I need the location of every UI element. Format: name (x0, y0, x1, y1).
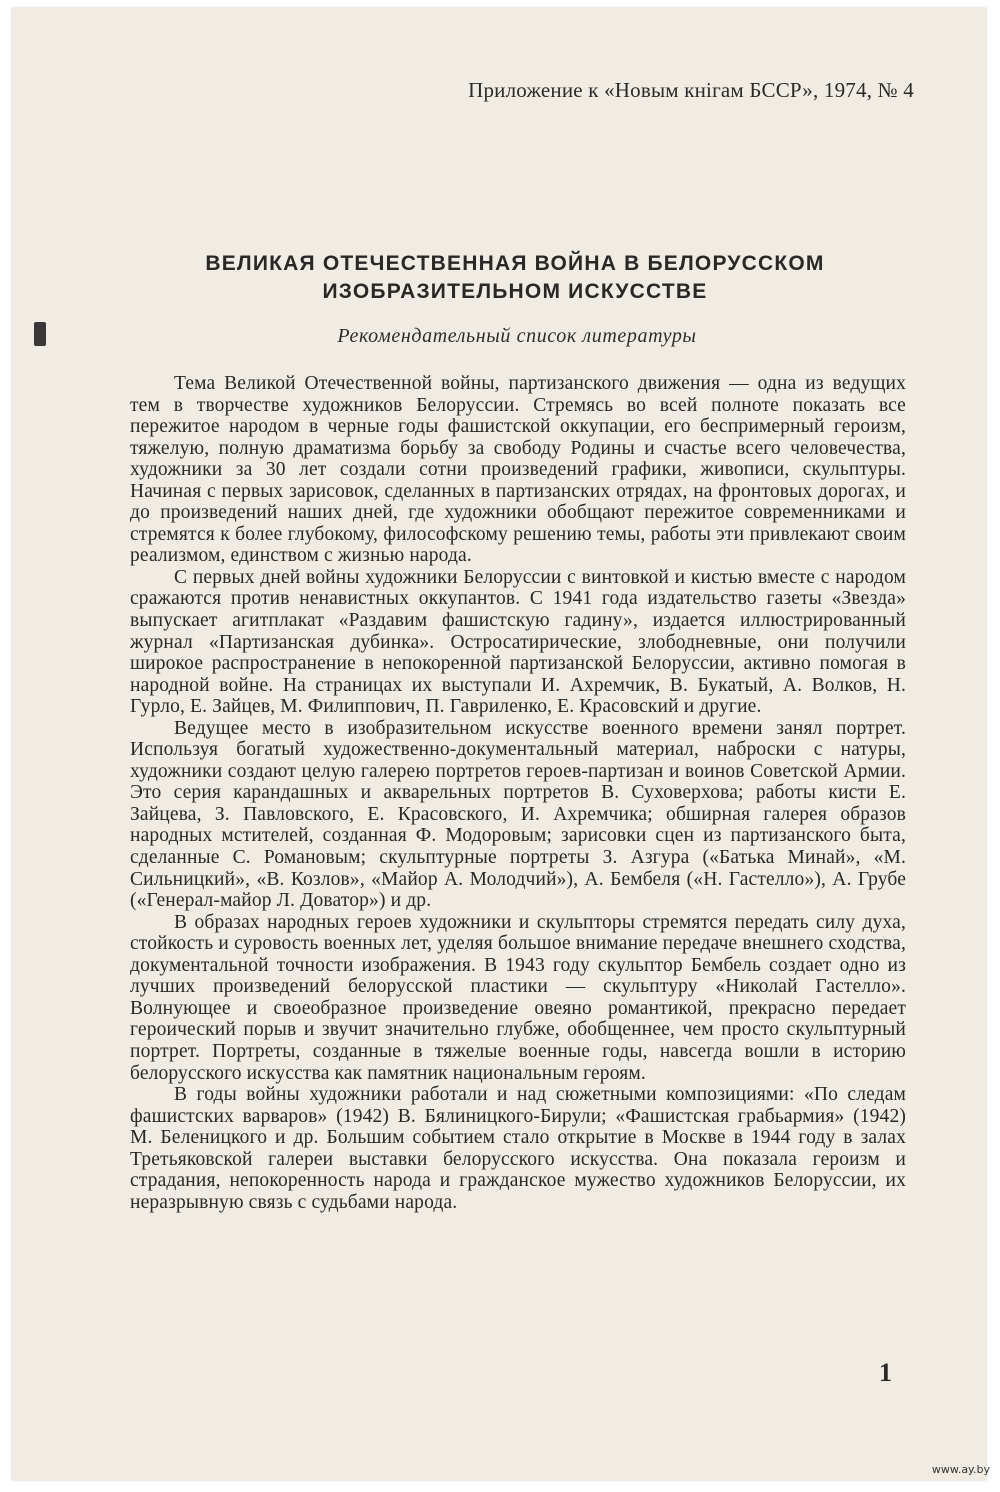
title-line-2: ИЗОБРАЗИТЕЛЬНОМ ИСКУССТВЕ (322, 280, 708, 303)
publication-header: Приложение к «Новым кнігам БССР», 1974, № 4 (468, 78, 914, 102)
document-subtitle: Рекомендательный список литературы (337, 325, 697, 347)
paragraph: В годы войны художники работали и над сюжетными композициями: «По следам фашистских варваров» (1942) В. Бялиницкого-Бирули; «Фашистская грабьармия» (1942) М. Беленицкого и др. Большим событием стало открытие в Москве в 1944 году в залах Третьяковской галереи выставки белорусского искусства. Она показала героизм и страдания, непокоренность народа и гражданское мужество художников Белоруссии, их неразрывную связь с судьбами народа. (130, 1084, 906, 1213)
body-text (130, 373, 906, 1213)
paragraph: Ведущее место в изобразительном искусстве военного времени занял портрет. Используя богатый художественно-документальный материал, наброски с натуры, художники создают целую галерею портретов героев-партизан и воинов Советской Армии. Это серия карандашных и акварельных портретов В. Суховерхова; работы кисти Е. Зайцева, З. Павловского, Е. Красовского, И. Ахремчика; обширная галерея образов народных мстителей, созданная Ф. Модоровым; зарисовки сцен из партизанского быта, сделанные С. Романовым; скульптурные портреты З. Азгура («Батька Минай», «М. Сильницкий», «В. Козлов», «Майор А. Молодчий»), А. Бембеля («Н. Гастелло»), А. Грубе («Генерал-майор Л. Доватор») и др. (130, 717, 906, 912)
paragraph: В образах народных героев художники и скульпторы стремятся передать силу духа, стойкость и суровость военных лет, уделяя большое внимание передаче внешнего сходства, документальной точности изображения. В 1943 году скульптор Бембель создает одно из лучших произведений белорусской пластики — скульптуру «Николай Гастелло». Волнующее и своеобразное произведение овеяно романтикой, прекрасно передает героический порыв и звучит значительно глубже, обобщеннее, чем просто скульптурный портрет. Портреты, созданные в тяжелые военные годы, навсегда вошли в историю белорусского искусства как памятник национальным героям. (130, 911, 906, 1084)
page-number: 1 (879, 1358, 892, 1387)
paragraph: Тема Великой Отечественной войны, партизанского движения — одна из ведущих тем в творчестве художников Белоруссии. Стремясь во всей полноте показать все пережитое народом в черные годы фашистской оккупации, его беспримерный героизм, тяжелую, полную драматизма борьбу за свободу Родины и счастье всего человечества, художники за 30 лет создали сотни произведений графики, живописи, скульптуры. Начиная с первых зарисовок, сделанных в партизанских отрядах, на фронтовых дорогах, и до произведений наших дней, где художники обобщают пережитое современниками и стремятся к более глубокому, философскому решению темы, работы эти привлекают своим реализмом, единством с жизнью народа. (130, 373, 906, 567)
paragraph: С первых дней войны художники Белоруссии с винтовкой и кистью вместе с народом сражаются против ненавистных оккупантов. С 1941 года издательство газеты «Звезда» выпускает агитплакат «Раздавим фашистскую гадину», издается иллюстрированный журнал «Партизанская дубинка». Остросатирические, злободневные, они получили широкое распространение в непокоренной партизанской Белоруссии, активно помогая в народной войне. На страницах их выступали И. Ахремчик, В. Букатый, А. Волков, Н. Гурло, Е. Зайцев, М. Филиппович, П. Гавриленко, Е. Красовский и другие. (130, 566, 906, 718)
title-line-1: ВЕЛИКАЯ ОТЕЧЕСТВЕННАЯ ВОЙНА В БЕЛОРУССКОМ (205, 252, 825, 275)
document-title (0, 250, 1000, 306)
watermark: www.ay.by (931, 1463, 990, 1476)
